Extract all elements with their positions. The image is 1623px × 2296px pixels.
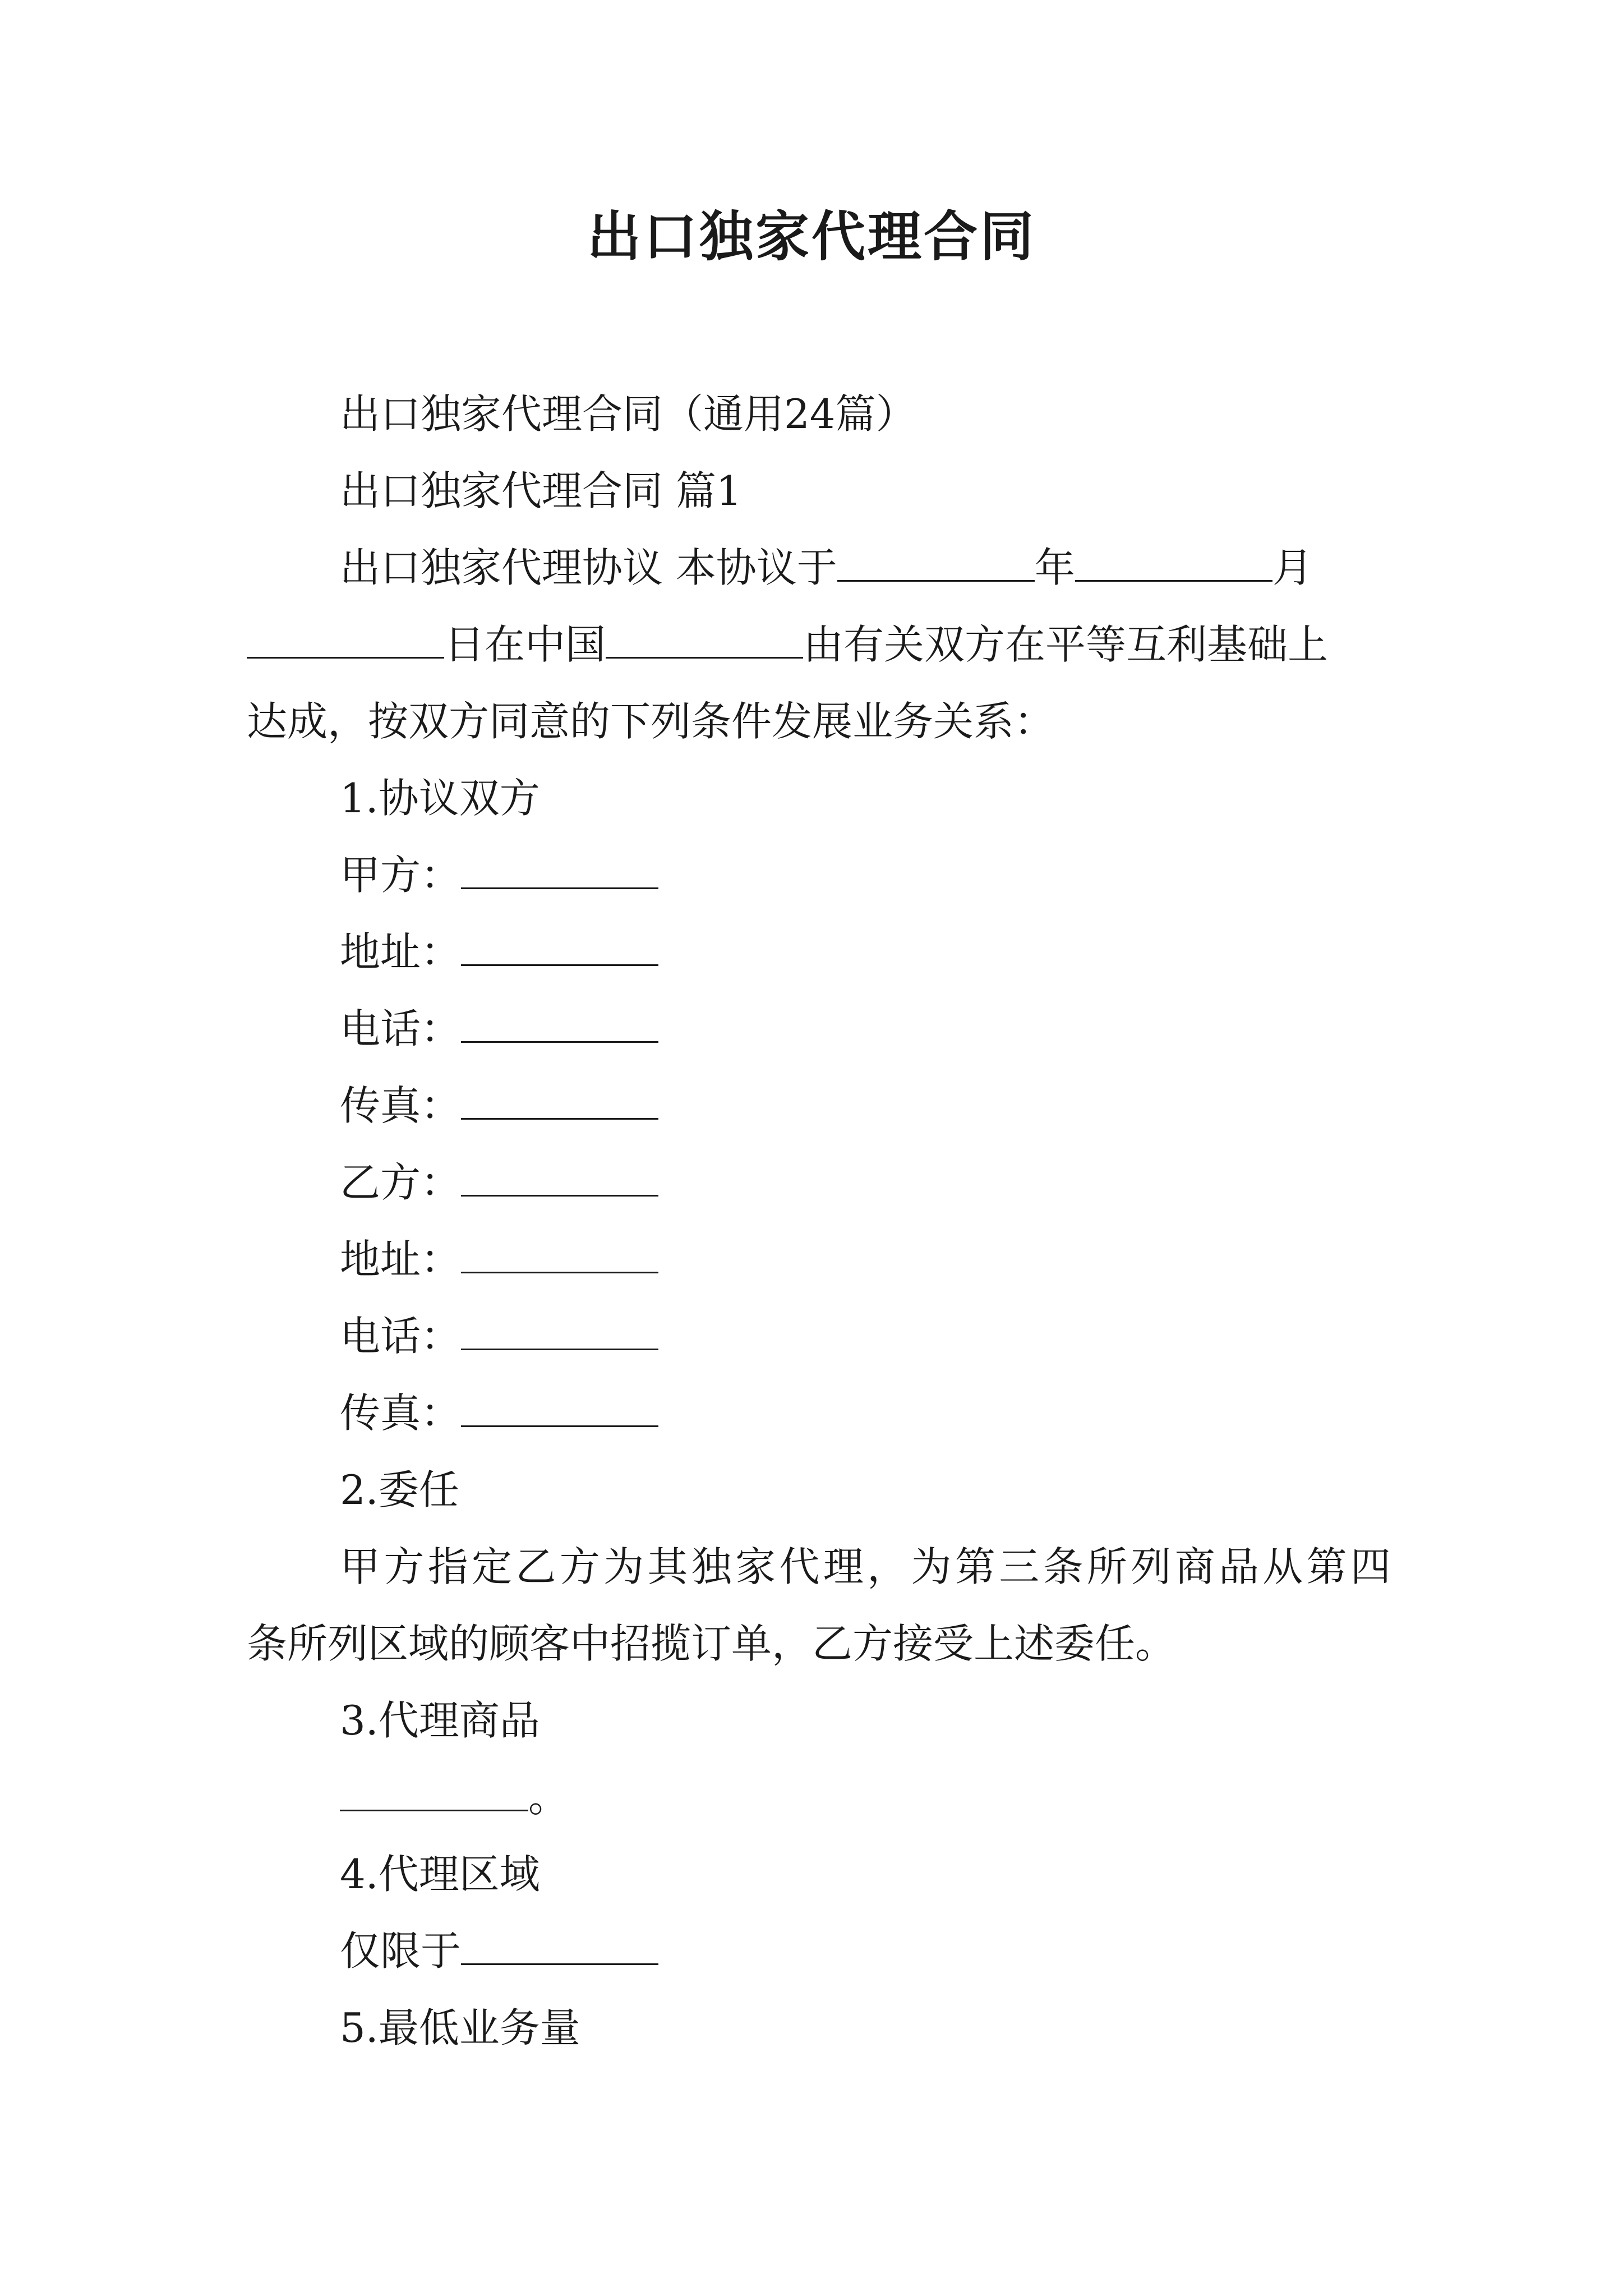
subtitle: 出口独家代理合同（通用24篇） <box>340 390 916 438</box>
intro-line-2 <box>247 606 1391 683</box>
section-heading: 出口独家代理合同 篇1 <box>340 467 742 514</box>
party-a-phone-blank <box>461 1010 658 1043</box>
goods-suffix: 。 <box>528 1774 569 1821</box>
party-b-address-blank <box>461 1240 658 1273</box>
party-b-name-blank <box>461 1163 658 1197</box>
party-a-phone-row <box>247 991 1391 1068</box>
party-b-phone-blank <box>461 1317 658 1350</box>
intro-text-4: 日在中国 <box>444 621 606 668</box>
clause4-territory-row <box>247 1913 1391 1990</box>
clause3-goods-row <box>247 1759 1391 1836</box>
place-blank <box>606 625 803 659</box>
intro-text-1: 出口独家代理协议 本协议于 <box>340 544 837 591</box>
intro-text-2: 年 <box>1034 544 1075 591</box>
party-a-fax-label: 传真： <box>340 1082 462 1129</box>
party-b-fax-label: 传真： <box>340 1389 462 1437</box>
intro-text-3: 月 <box>1272 544 1313 591</box>
party-b-phone-label: 电话： <box>340 1313 462 1360</box>
clause3-heading: 3.代理商品 <box>340 1697 540 1744</box>
document-title: 出口独家代理合同 <box>587 205 1036 268</box>
territory-label: 仅限于 <box>340 1927 462 1975</box>
goods-blank <box>340 1778 528 1811</box>
clause1-heading: 1.协议双方 <box>340 775 540 822</box>
intro-line-1 <box>247 530 1391 606</box>
party-b-phone-row <box>247 1298 1391 1375</box>
clause4-heading: 4.代理区域 <box>340 1851 540 1898</box>
document-body <box>247 376 1391 2067</box>
party-a-phone-label: 电话： <box>340 1005 462 1052</box>
year-blank <box>837 549 1035 582</box>
party-a-name-row <box>247 837 1391 914</box>
party-b-address-label: 地址： <box>340 1236 462 1283</box>
clause2-heading: 2.委任 <box>340 1466 459 1513</box>
party-a-fax-blank <box>461 1087 658 1120</box>
party-a-address-label: 地址： <box>340 928 462 976</box>
clause5-heading: 5.最低业务量 <box>340 2004 580 2051</box>
territory-blank <box>461 1932 658 1965</box>
intro-line-3: 达成，按双方同意的下列条件发展业务关系： <box>247 698 1055 745</box>
party-b-name-label: 乙方： <box>340 1159 462 1206</box>
party-b-address-row <box>247 1221 1391 1298</box>
party-a-address-blank <box>461 933 658 966</box>
month-blank <box>1075 549 1272 582</box>
party-b-name-row <box>247 1144 1391 1221</box>
party-a-name-blank <box>461 856 658 889</box>
party-b-fax-blank <box>461 1394 658 1427</box>
party-a-fax-row <box>247 1068 1391 1144</box>
party-a-name-label: 甲方： <box>340 852 462 899</box>
party-a-address-row <box>247 914 1391 991</box>
clause2-text-line-1: 甲方指定乙方为其独家代理，为第三条所列商品从第四 <box>340 1543 1391 1590</box>
intro-text-5: 由有关双方在平等互利基础上 <box>803 621 1329 668</box>
party-b-fax-row <box>247 1375 1391 1452</box>
day-blank <box>247 625 444 659</box>
clause2-text-line-2: 条所列区域的顾客中招揽订单，乙方接受上述委任。 <box>247 1620 1176 1667</box>
